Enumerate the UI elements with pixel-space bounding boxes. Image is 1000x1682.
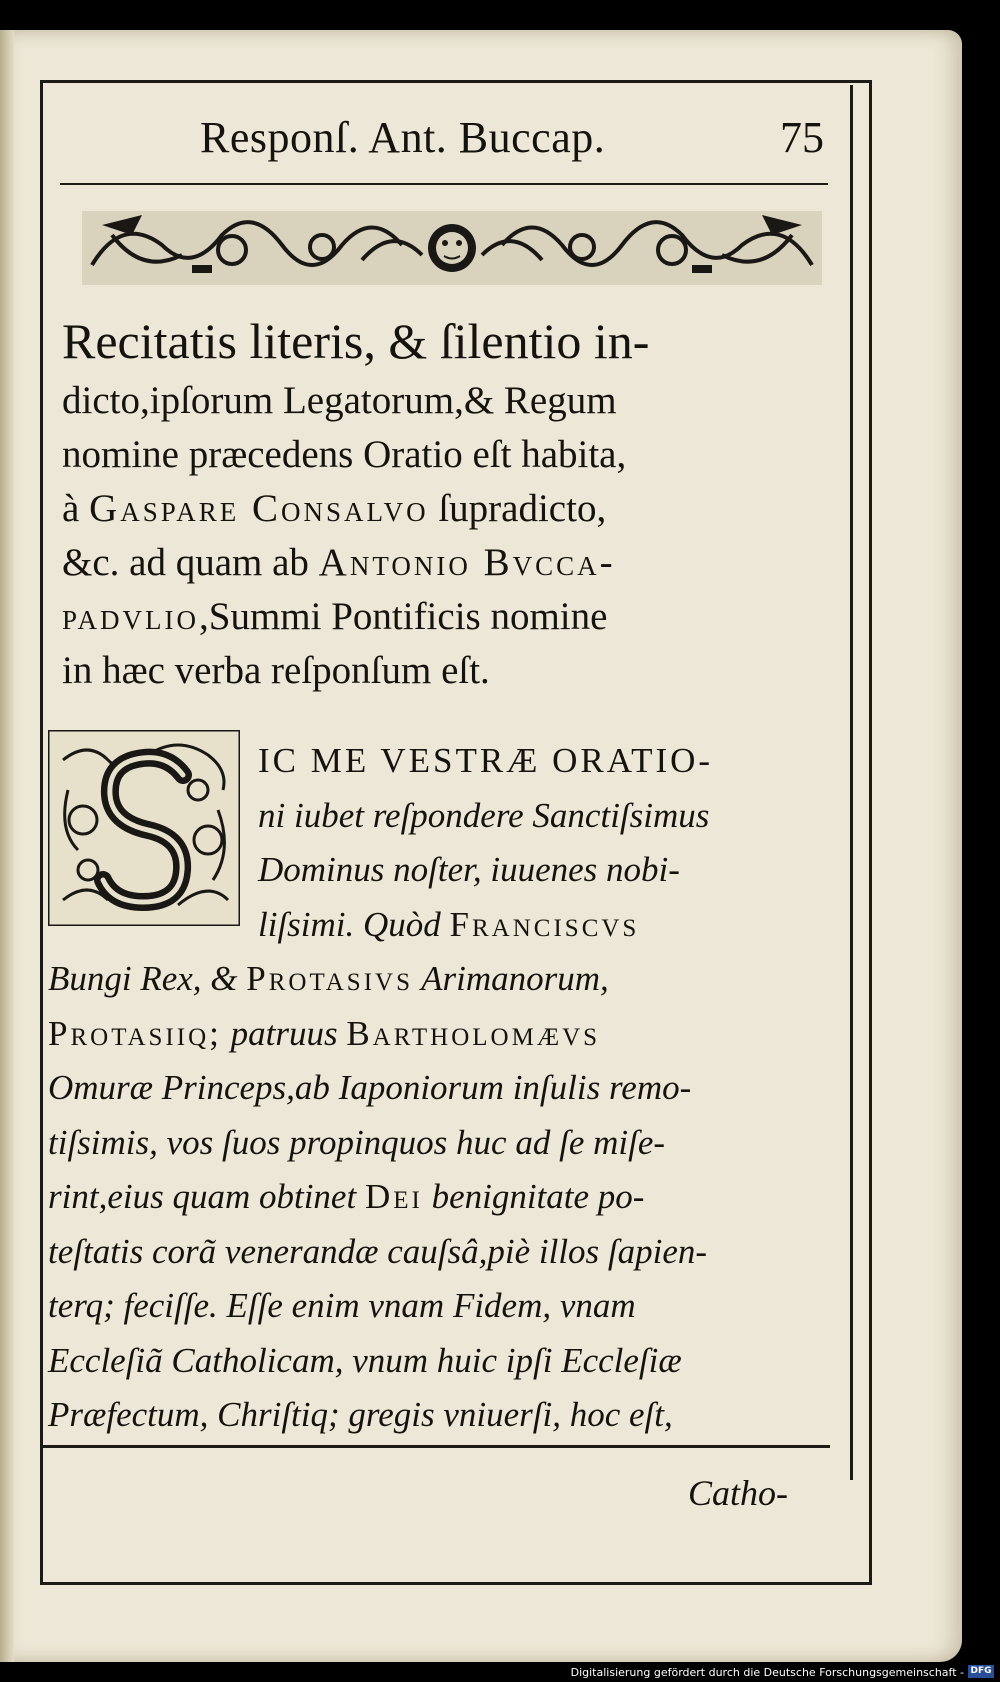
heading-line: à Gaspare Consalvo ſupradicto, xyxy=(62,487,607,530)
catchword: Catho- xyxy=(688,1473,789,1513)
body-line: Dominus noſter, iuuenes nobi- xyxy=(258,850,680,889)
page-number: 75 xyxy=(780,113,824,162)
body-line: Eccleſiã Catholicam, vnum huic ipſi Eccleſiæ xyxy=(48,1340,682,1380)
name-gaspare-consalvo: Gaspare Consalvo xyxy=(89,487,429,530)
body-line: Præfectum, Chriſtiq; gregis vniuerſi, hoc eſt, xyxy=(48,1395,673,1434)
body-line: liſsimi. Quòd Franciscvs xyxy=(258,904,640,944)
introductory-paragraph xyxy=(62,308,840,698)
body-line: teſtatis corã venerandæ cauſsâ,piè illos ſapien- xyxy=(48,1231,708,1271)
body-line: ni iubet reſpondere Sanctiſsimus xyxy=(258,795,710,835)
body-line: Bungi Rex, & Protasivs Arimanorum, xyxy=(48,959,609,998)
name-bartholomaeus: Bartholomævs xyxy=(346,1013,601,1053)
heading-line: in hæc verba reſponſum eſt. xyxy=(62,649,490,692)
digitization-credit: Digitalisierung gefördert durch die Deutsche Forschungsgemeinschaft - xyxy=(570,1666,964,1679)
heading-line: &c. ad quam ab Antonio Bvcca- xyxy=(62,541,616,584)
body-line: rint,eius quam obtinet Dei benignitate po- xyxy=(48,1177,645,1216)
body-line: Omuræ Princeps,ab Iaponiorum inſulis remo- xyxy=(48,1068,692,1107)
heading-line: padvlio,Summi Pontificis nomine xyxy=(62,595,608,638)
name-protasius: Protasivs xyxy=(246,959,413,998)
heading-line: nomine præcedens Oratio eſt habita, xyxy=(62,433,627,476)
floral-headband-ornament-icon xyxy=(82,205,822,291)
response-text xyxy=(48,734,838,1443)
dfg-logo-icon: DFG xyxy=(968,1665,994,1678)
name-antonio-buccapadulio: Antonio Bvcca- xyxy=(318,541,616,584)
heading-line: Recitatis literis, & ſilentio in- xyxy=(62,313,650,369)
footer-rule xyxy=(40,1445,830,1448)
body-line: terq; feciſſe. Eſſe enim vnam Fidem, vnam xyxy=(48,1286,636,1325)
frame-inner-rule xyxy=(850,85,853,1480)
body-line: tiſsimis, vos ſuos propinquos huc ad ſe miſe- xyxy=(48,1122,666,1162)
running-head: Responſ. Ant. Buccap. xyxy=(200,113,606,162)
page-gutter xyxy=(0,30,14,1662)
header-rule xyxy=(60,183,828,185)
body-line: Protasiiq; patruus Bartholomævs xyxy=(48,1013,601,1053)
heading-line: dicto,ipſorum Legatorum,& Regum xyxy=(62,379,617,422)
body-line: IC ME VESTRÆ ORATIO- xyxy=(258,741,714,780)
name-franciscus: Franciscvs xyxy=(449,904,640,944)
